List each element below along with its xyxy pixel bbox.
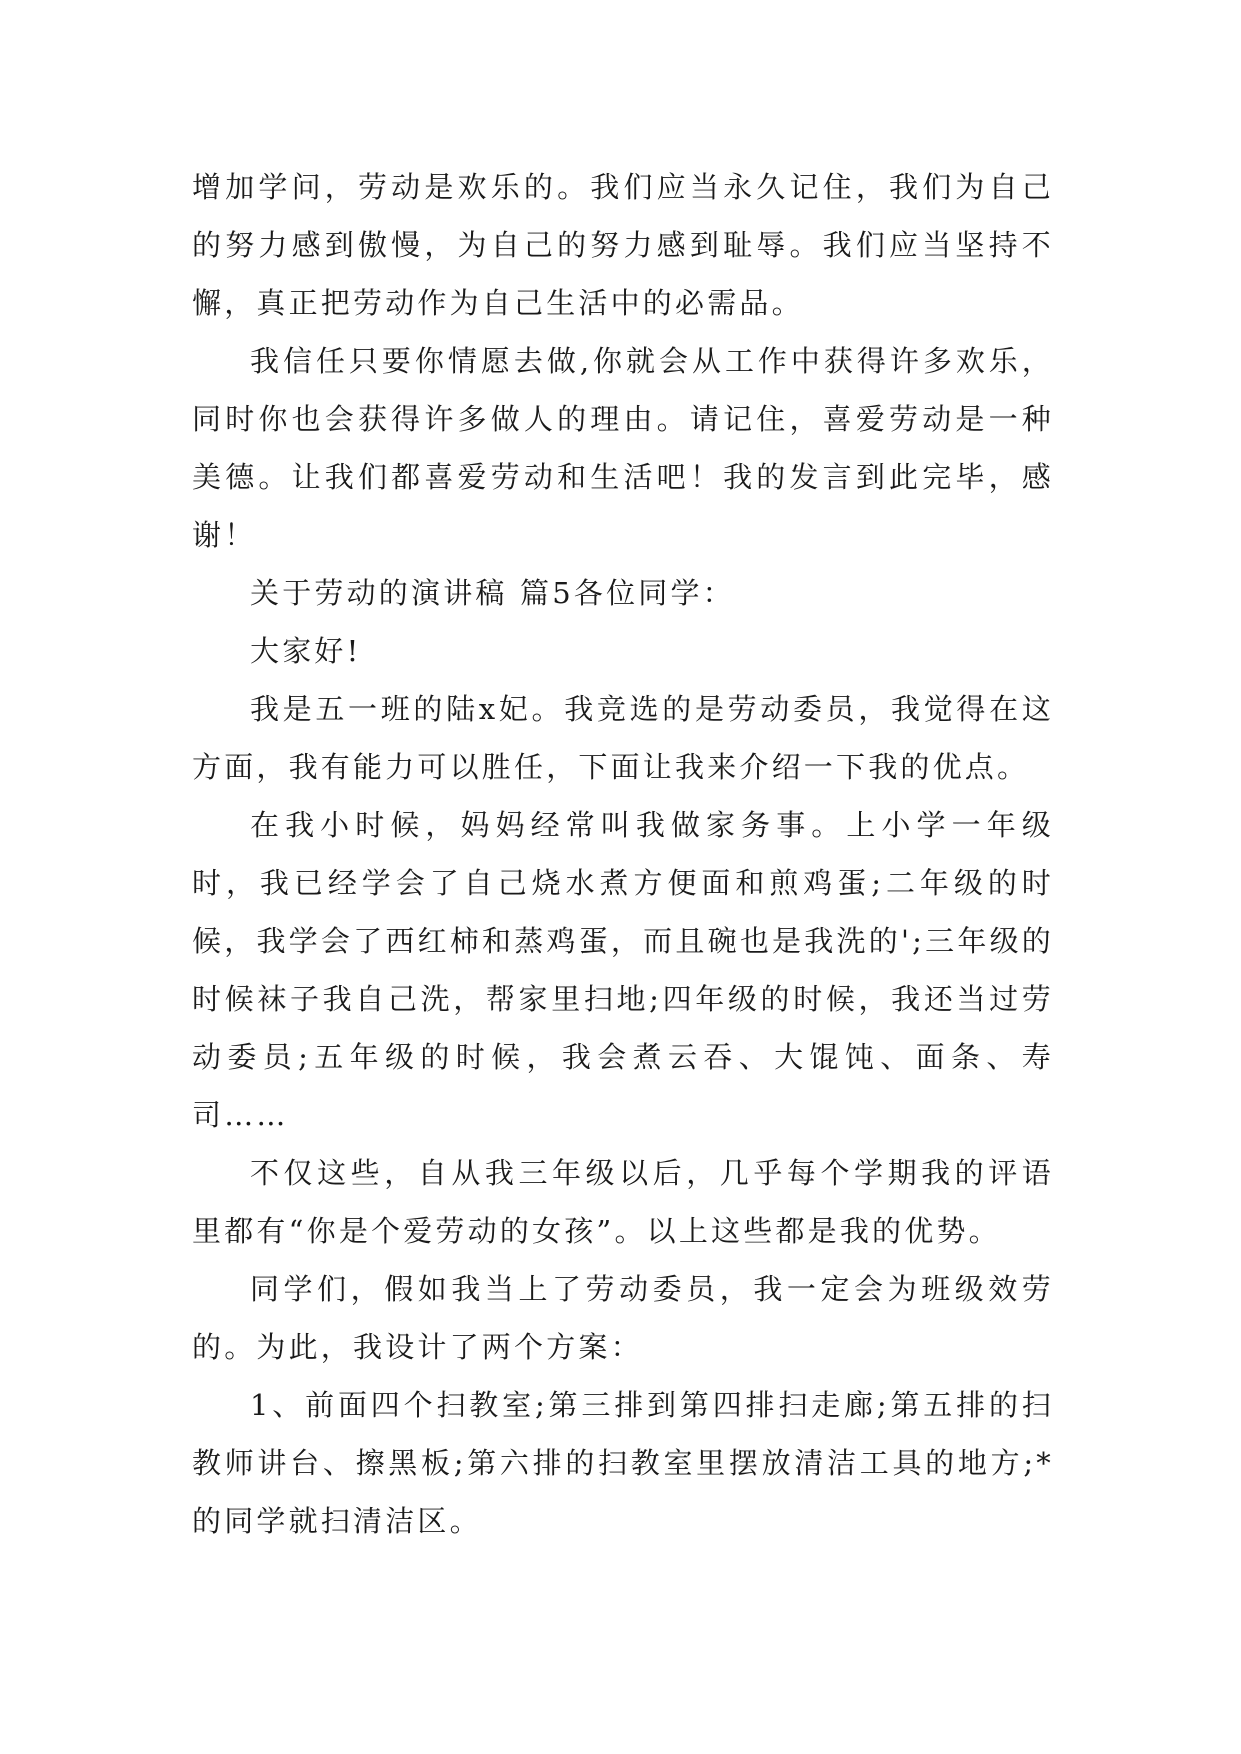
paragraph: 在我小时候，妈妈经常叫我做家务事。上小学一年级时，我已经学会了自己烧水煮方便面和煎鸡蛋;二年级的时候，我学会了西红柿和蒸鸡蛋，而且碗也是我洗的';三年级的时候袜子我自己洗，帮家里扫地;四年级的时候，我还当过劳动委员;五年级的时候，我会煮云吞、大馄饨、面条、寿司…… bbox=[192, 808, 1055, 1132]
greeting: 大家好! bbox=[250, 634, 362, 668]
paragraph-continued: 增加学问，劳动是欢乐的。我们应当永久记住，我们为自己的努力感到傲慢，为自己的努力感到耻辱。我们应当坚持不懈，真正把劳动作为自己生活中的必需品。 bbox=[192, 170, 1054, 320]
paragraph: 我信任只要你情愿去做,你就会从工作中获得许多欢乐，同时你也会获得许多做人的理由。请记住，喜爱劳动是一种美德。让我们都喜爱劳动和生活吧！我的发言到此完毕，感谢！ bbox=[192, 344, 1054, 552]
document-body bbox=[192, 158, 1054, 1550]
list-item-plan-1: 1、前面四个扫教室;第三排到第四排扫走廊;第五排的扫教师讲台、擦黑板;第六排的扫教室里摆放清洁工具的地方;*的同学就扫清洁区。 bbox=[192, 1388, 1054, 1538]
paragraph: 我是五一班的陆x妃。我竞选的是劳动委员，我觉得在这方面，我有能力可以胜任，下面让我来介绍一下我的优点。 bbox=[192, 692, 1054, 784]
paragraph: 同学们，假如我当上了劳动委员，我一定会为班级效劳的。为此，我设计了两个方案： bbox=[192, 1272, 1054, 1364]
paragraph: 不仅这些，自从我三年级以后，几乎每个学期我的评语里都有“你是个爱劳动的女孩”。以上这些都是我的优势。 bbox=[192, 1156, 1054, 1248]
speech-heading: 关于劳动的演讲稿 篇5各位同学： bbox=[250, 576, 735, 610]
